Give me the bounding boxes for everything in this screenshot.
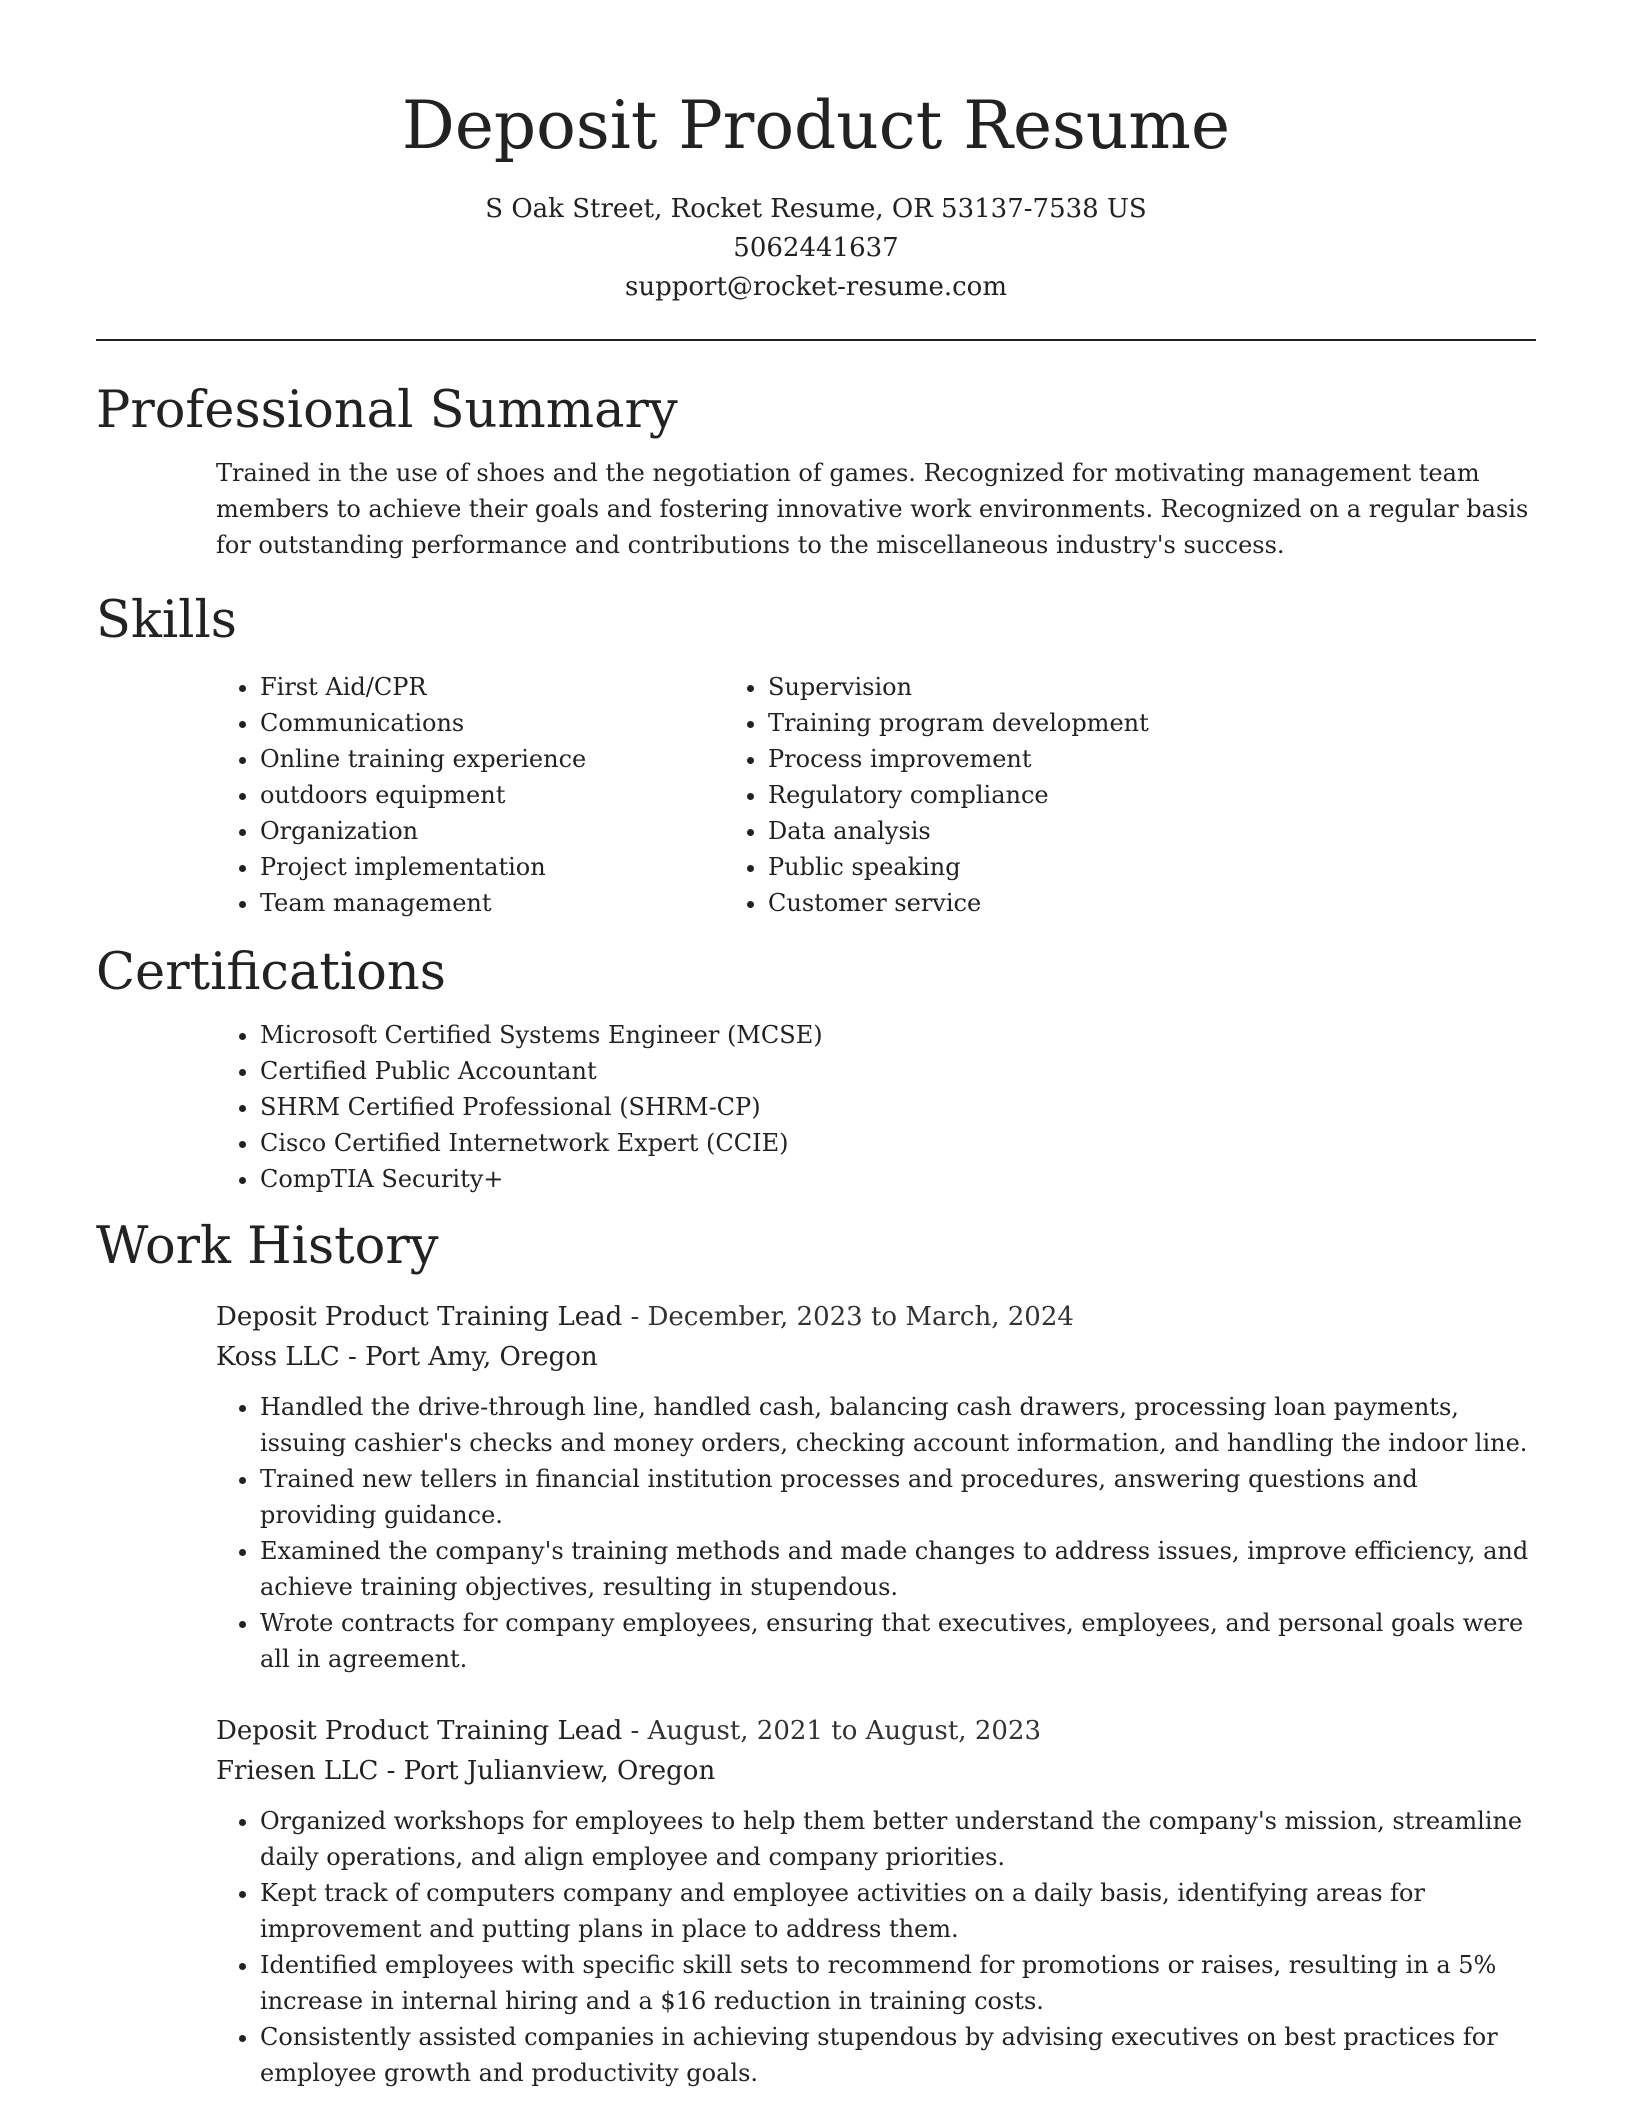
- contact-info: [96, 190, 1536, 307]
- job-bullet: • Organized workshops for employees to help them better understand the company's mission, streamline daily operations, and align employee and company priorities.: [260, 1803, 1536, 1875]
- skill-item: • Supervision: [768, 669, 1536, 705]
- skill-item: • Regulatory compliance: [768, 777, 1536, 813]
- skills-column-left: [96, 669, 746, 921]
- certifications-heading: Certifications: [96, 943, 446, 1002]
- job-bullet: • Handled the drive-through line, handled cash, balancing cash drawers, processing loan payments, issuing cashier's checks and money orders, checking account information, and handling the indoor line.: [260, 1389, 1536, 1461]
- job-header: [216, 1297, 1536, 1337]
- job-bullet: • Kept track of computers company and employee activities on a daily basis, identifying areas for improvement and putting plans in place to address them.: [260, 1875, 1536, 1947]
- job-dates: August, 2021 to August, 2023: [647, 1716, 1042, 1746]
- skill-item: • First Aid/CPR: [260, 669, 746, 705]
- resume-title: Deposit Product Resume: [401, 87, 1231, 164]
- job-separator: -: [622, 1716, 648, 1746]
- header-divider: [96, 339, 1536, 341]
- job-separator: -: [622, 1302, 648, 1332]
- job-company: Friesen LLC - Port Julianview, Oregon: [216, 1756, 716, 1786]
- email: support@rocket-resume.com: [624, 272, 1007, 302]
- skill-item: • Project implementation: [260, 849, 746, 885]
- job-dates: December, 2023 to March, 2024: [647, 1302, 1074, 1332]
- job-title: Deposit Product Training Lead: [216, 1302, 623, 1332]
- summary-heading: Professional Summary: [96, 381, 678, 440]
- job-entry: [216, 1711, 1536, 2091]
- job-entry: [216, 1297, 1536, 1677]
- job-bullets: [216, 1389, 1536, 1677]
- skill-item: • Customer service: [768, 885, 1536, 921]
- certification-item: • CompTIA Security+: [260, 1161, 1536, 1197]
- job-bullet: • Identified employees with specific skill sets to recommend for promotions or raises, resulting in a 5% increase in internal hiring and a $16 reduction in training costs.: [260, 1947, 1536, 2019]
- skill-item: • Online training experience: [260, 741, 746, 777]
- skills-list: [96, 669, 1536, 921]
- certification-item: • Certified Public Accountant: [260, 1053, 1536, 1089]
- certifications-list: [96, 1017, 1536, 1197]
- work-history-heading: Work History: [96, 1217, 439, 1276]
- resume-page: [96, 0, 1536, 2091]
- skill-item: • Process improvement: [768, 741, 1536, 777]
- job-bullet: • Wrote contracts for company employees, ensuring that executives, employees, and personal goals were all in agreement.: [260, 1605, 1536, 1677]
- skill-item: • Communications: [260, 705, 746, 741]
- job-bullet: • Examined the company's training methods and made changes to address issues, improve efficiency, and achieve training objectives, resulting in stupendous.: [260, 1533, 1536, 1605]
- skill-item: • Data analysis: [768, 813, 1536, 849]
- job-bullets: [216, 1803, 1536, 2091]
- certification-item: • SHRM Certified Professional (SHRM-CP): [260, 1089, 1536, 1125]
- job-bullet: • Consistently assisted companies in achieving stupendous by advising executives on best practices for employee growth and productivity goals.: [260, 2019, 1536, 2091]
- skills-heading: Skills: [96, 591, 237, 650]
- address: S Oak Street, Rocket Resume, OR 53137-7538 US: [485, 194, 1147, 224]
- job-title: Deposit Product Training Lead: [216, 1716, 623, 1746]
- certification-item: • Cisco Certified Internetwork Expert (CCIE): [260, 1125, 1536, 1161]
- summary-text: Trained in the use of shoes and the negotiation of games. Recognized for motivating management team members to achieve their goals and fostering innovative work environments. Recognized on a regular basis for outstanding performance and contributions to the miscellaneous industry's success.: [216, 459, 1529, 559]
- skill-item: • Public speaking: [768, 849, 1536, 885]
- skill-item: • Organization: [260, 813, 746, 849]
- certification-item: • Microsoft Certified Systems Engineer (MCSE): [260, 1017, 1536, 1053]
- resume-header: [96, 0, 1536, 307]
- job-bullet: • Trained new tellers in financial institution processes and procedures, answering questions and providing guidance.: [260, 1461, 1536, 1533]
- job-company: Koss LLC - Port Amy, Oregon: [216, 1342, 598, 1372]
- skill-item: • outdoors equipment: [260, 777, 746, 813]
- skills-column-right: [746, 669, 1536, 921]
- phone: 5062441637: [733, 233, 899, 263]
- skill-item: • Training program development: [768, 705, 1536, 741]
- job-header: [216, 1711, 1536, 1751]
- skill-item: • Team management: [260, 885, 746, 921]
